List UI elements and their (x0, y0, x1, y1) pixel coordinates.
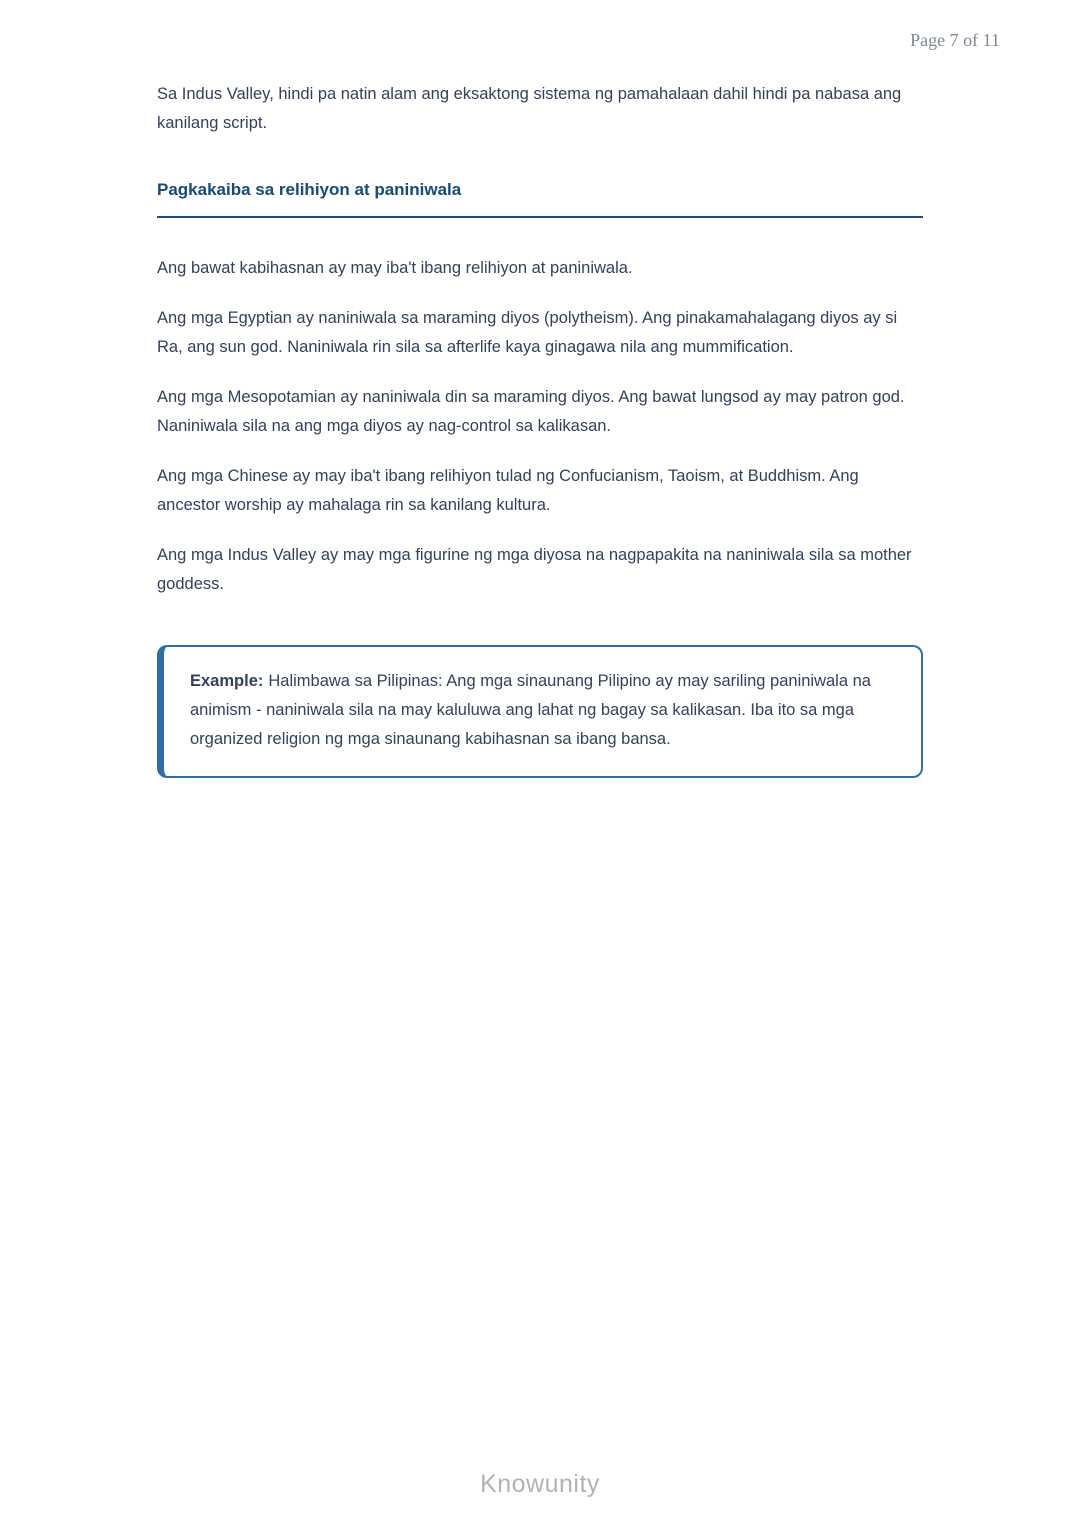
paragraph: Ang mga Indus Valley ay may mga figurine ng mga diyosa na nagpapakita na naniniwala sila sa mother goddess. (157, 546, 912, 593)
paragraph: Ang mga Egyptian ay naniniwala sa maraming diyos (polytheism). Ang pinakamahalagang diyos ay si Ra, ang sun god. Naniniwala rin sila sa afterlife kaya ginagawa nila ang mummification. (157, 309, 898, 356)
section-body (157, 254, 923, 599)
example-label: Example: (190, 672, 264, 690)
page-number-label: Page 7 of 11 (910, 30, 1000, 50)
section-heading: Pagkakaiba sa relihiyon at paniniwala (157, 180, 923, 218)
example-text: Halimbawa sa Pilipinas: Ang mga sinaunang Pilipino ay may sariling paniniwala na animism - naniniwala sila na may kaluluwa ang lahat ng bagay sa kalikasan. Iba ito sa mga organized religion ng mga sinaunang kabihasnan sa ibang bansa. (190, 672, 871, 748)
footer-brand-logo: Knowunity (480, 1470, 600, 1498)
intro-paragraph: Sa Indus Valley, hindi pa natin alam ang eksaktong sistema ng pamahalaan dahil hindi pa nabasa ang kanilang script. (157, 85, 902, 132)
paragraph: Ang bawat kabihasnan ay may iba't ibang relihiyon at paniniwala. (157, 259, 633, 277)
document-content (157, 80, 923, 778)
example-callout-box (157, 645, 923, 778)
paragraph: Ang mga Mesopotamian ay naniniwala din sa maraming diyos. Ang bawat lungsod ay may patron god. Naniniwala sila na ang mga diyos ay nag-control sa kalikasan. (157, 388, 905, 435)
paragraph: Ang mga Chinese ay may iba't ibang relihiyon tulad ng Confucianism, Taoism, at Buddhism. Ang ancestor worship ay mahalaga rin sa kanilang kultura. (157, 467, 859, 514)
example-paragraph (190, 667, 895, 754)
